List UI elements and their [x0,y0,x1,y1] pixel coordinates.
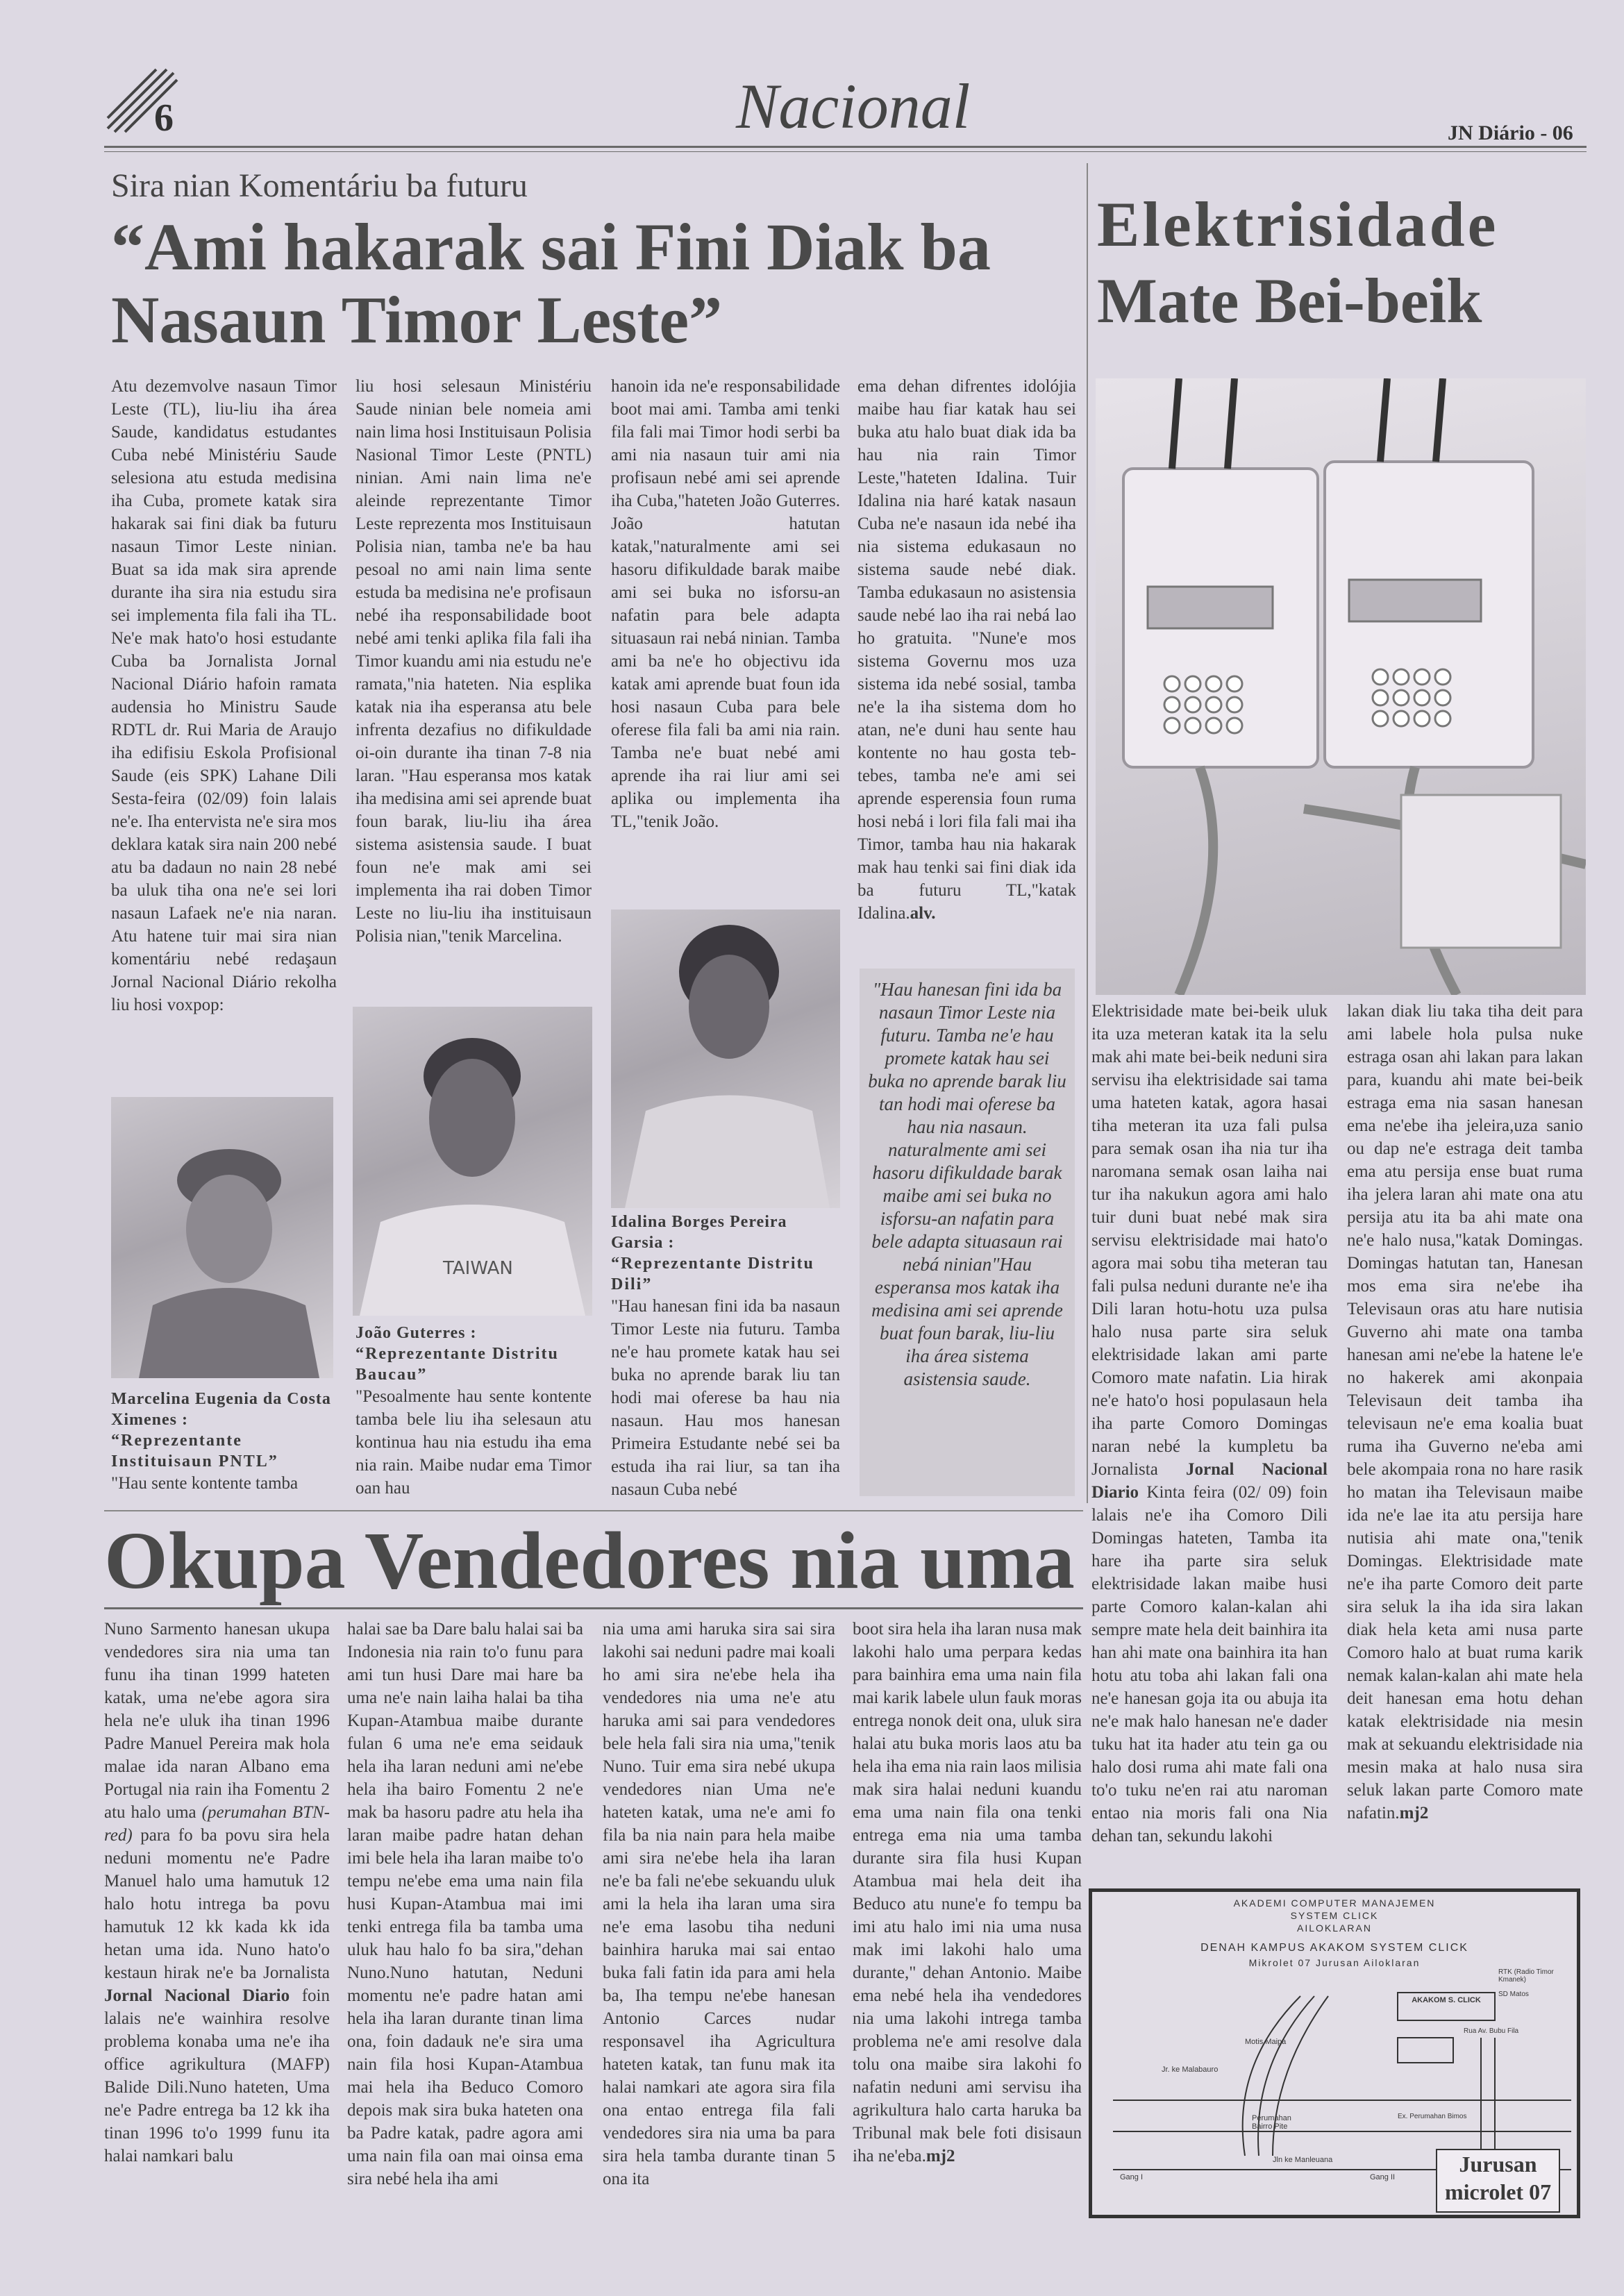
article2-column-2-body: lakan diak liu taka tiha deit para ami labele hola pulsa nuke estraga osan ahi lakan para lakan para, kuandu ahi mate bei-beik estraga ema nia sasan hanesan ema ne'ebe iha jeleira,uza sanio ou dap ne'e estraga deit tamba ema atu persija ense buat ruma iha jelera laran ahi mate ona atu persija atu ita ba ahi mate ona ne'e halo nusa,"katak Domingas. Domingas hatutan tan, Hanesan mos ema sira ne'ebe iha Televisaun oras atu hare nutisia Guverno ahi mate ona tamba hanesan ami ne'ebe la hatene le'e no hakerek ami akonpaia Televisaun deit tamba iha televisaun ne'e ema koalia buat ruma iha Guverno ne'eba ami bele akompaia rona no hare rasik ho matan iha Televisaun maibe ida ne'e lae ita atu persija hare nutisia ahi mate ona,"tenik Domingas. Elektrisidade mate ne'e iha parte Comoro deit parte sira seluk la iha ida sira lakan diak hela keta ami nusa parte Comoro halo at buat ruma karik nemak kalan-kalan ahi mate hela deit hanesan ema hotu dehan katak elektrisidade nia mesin mak at sekuandu elektrisidade nia mesin maka at halo nusa sira seluk lakan parte Comoro mate nafatin. [1347,1002,1583,1822]
article1-column-2: liu hosi selesaun Ministériu Saude ninian bele nomeia ami nain lima hosi Instituisaun Polisia Nasional Timor Leste (PNTL) ninian. Ami nain lima ne'e aleinde reprezentante Timor Leste reprezenta mos Instituisaun Polisia nian, tamba ne'e ba hau pesoal no ami nain lima sente estuda ba medisina ne'e profisaun nebé iha responsabilidade boot nebé ami tenki aplika fila fali iha Timor kuandu ami nia estudu ne'e ramata,"nia hateten. Nia esplika katak nia iha esperansa atu bele infrenta dezafius no difikuldade oi-oin durante iha tinan 7-8 nia laran. "Hau esperansa mos katak iha medisina ami sei aprende buat foun barak, liu-liu iha área sistema asistensia saude. I buat foun ne'e mak ami sei implementa iha rai doben Timor Leste no liu-liu iha instituisaun Polisia nian,"tenik Marcelina. [355,377,592,946]
caption-marcelina-role: “Reprezentante Instituisaun PNTL” [111,1432,278,1470]
article3-column-1-paper: Jornal Nacional Diario [104,1986,290,2005]
map-label-rua: Rua Av. Bubu Fila [1464,2027,1519,2035]
article3-column-4-body: boot sira hela iha laran nusa mak lakohi halo uma perpara kedas para bainhira ema uma nain fila mai karik labele ulun fauk moras entrega nonok deit ona, uluk sira halai atu buka moris laos atu ba hela iha ema nia rain laos milisia mak sira halai neduni kuandu ema uma nain fila ona tenki entrega ema nia uma tamba durante sira fila husi Kupan Atambua mai hela deit iha Beduco atu nune'e fo tempu ba imi atu halo imi nia uma nusa mak imi lakohi halo uma durante," dehan Antonio. Maibe ema nebé hela iha vendedores nia uma lakohi intrega tamba problema ne'e ami resolve dala tolu ona maibe sira lakohi fo nafatin neduni ami servisu iha agrikultura halo carta haruka ba Tribunal mak bele foti disisaun iha ne'eba. [853,1620,1082,2165]
map-label-road1: Jr. ke Malabauro [1162,2065,1219,2074]
article3-column-4 [853,1618,1082,2222]
route-line2: microlet 07 [1444,2179,1552,2204]
article3-column-2: halai sae ba Dare balu halai sai ba Indonesia nia rain to'o funu para ami tun husi Dare mai hare ba uma ne'e nain laiha halai ba tiha Kupan-Atambua maibe durante fulan 6 uma ne'e ema seidauk hela iha laran neduni ami ne'ebe hela iha bairo Fomentu 2 ne'e mak ba hasoru padre atu hela iha laran maibe padre hatan dehan imi bele hela iha laran maibe to'o tempu ne'ebe ema uma nain fila husi Kupan-Atambua mai imi tenki entrega fila ba tamba uma uluk hau halo fo ba sira,"dehan Nuno.Nuno hatutan, Neduni momentu ne'e padre hatan ami hela iha laran durante tinan lima ona, foin dadauk ne'e sira uma nain fila hosi Kupan-Atambua mai hela iha Beduco Comoro depois mak sira buka hateten ona ba Padre katak, padre agora ami uma nain fila oan mai oinsa ema sira nebé hela iha ami [347,1620,583,2188]
article1-headline-line2: Nasaun Timor Leste” [111,283,723,357]
article2-column-2 [1347,1000,1583,1882]
ad-title-line5: Mikrolet 07 Jurusan Ailoklaran [1248,1957,1421,1968]
person-silhouette-icon [353,1007,592,1316]
article1-headline-line1: “Ami hakarak sai Fini Diak ba [111,210,991,284]
article1-kicker: Sira nian Komentáriu ba futuru [111,167,528,204]
ad-title-line3: AILOKLARAN [1297,1922,1372,1934]
article2-column-1-paper: Jornal Nacional Diario [1091,1460,1328,1502]
caption-idalina-quote: "Hau hanesan fini ida ba nasaun Timor Leste nia futuru. Tamba ne'e hau promete katak hau sei buka no aprende barak liu tan hodi mai oferese ba hau nia nasaun. Hau mos hanesan Primeira Estudante nebé sei ba estuda iha rai liur, sa tan iha nasaun Cuba nebé [611,1297,840,1499]
article1-column-4 [857,375,1076,958]
header-rule [104,146,1587,148]
issue-label: JN Diário - 06 [1448,121,1573,144]
caption-joao-name: João Guterres : [355,1324,477,1342]
caption-marcelina [111,1389,340,1495]
header-rule-thin [104,151,1587,152]
article2-column-1 [1091,1000,1328,1882]
article2-column-2-sign: mj2 [1399,1804,1429,1822]
ad-title-line1: AKADEMI COMPUTER MANAJEMEN [1233,1897,1436,1909]
map-label-gang1: Gang I [1120,2173,1144,2181]
section-title: Nacional [736,71,971,142]
article3-column-1-body: Nuno Sarmento hanesan ukupa vendedores sira nia uma tan funu iha tinan 1999 hateten katak, uma ne'ebe agora sira hela ne'e uluk iha tinan 1996 Padre Manuel Pereira mak hola malae ida naran Albano ema Portugal nia rain iha Fomentu 2 atu halo uma [104,1620,330,1822]
caption-marcelina-quote: "Hau sente kontente tamba [111,1474,299,1493]
map-label-akakom: AKAKOM S. CLICK [1412,1996,1481,2004]
article2-column-1-body-b: Kinta feira (02/ 09) foin lalais ne'e iha Comoro Dili Domingas hateten, Tamba ita hare iha parte sira seluk elektrisidade lakan maibe husi parte Comoro kalan-kalan ahi sempre mate hela deit bainhira ita han ahi mate ona bainhira ita han hotu atu toba ahi lakan fali ona ne'e hanesan goja ita ou abuja ita ne'e mak halo hanesan ne'e dader tuku hat ita hader atu tein ga ou halo dosi ruma ahi mate fali ona to'o tuku ne'en rai atu naroman entao nia moris fali ona Nia dehan tan, sekundu lakohi [1091,1483,1328,1845]
route-box [1436,2149,1560,2213]
caption-marcelina-name: Marcelina Eugenia da Costa Ximenes : [111,1390,331,1429]
article1-column-3: hanoin ida ne'e responsabilidade boot mai ami. Tamba ami tenki fila fali mai Timor hodi serbi ba ami nia nasaun tuir ami nia profisaun nebé ami sei aprende iha Cuba,"hateten João Guterres. João hatutan katak,"naturalmente ami sei hasoru difikuldade barak maibe ami sei buka no isforsu-an nafatin para bele adapta situasaun rai nebá ninian. Tamba ami ba ne'e ho objectivu ida katak ami aprende buat foun ida hosi nasaun Cuba para bele oferese fila fali ba ami nia rain. Tamba ne'e buat nebé ami aprende iha rai liur ami sei aplika ou implementa iha TL,"tenik João. [611,377,840,831]
person-silhouette-icon [111,1097,333,1378]
article1-column-4-body: ema dehan difrentes idolójia maibe hau fiar katak hau sei buka atu halo buat diak ida ba hau nia rain Timor Leste,"hateten Idalina. Tuir Idalina nia haré katak nasaun Cuba ne'e nasaun ida nebé iha nia sistema edukasaun no sistema saude nebé diak. Tamba edukasaun no asistensia saude nebé lao iha rai nebá lao ho gratuita. "Nune'e mos sistema Governu mos uza sistema ida nebé sosial, tamba ne'e la iha sistema dom ho atan, ne'e duni hau sente hau kontente no hau gosta teb-tebes, tamba ne'e ami sei aprende esperensia foun ruma hosi nebá i lori fila fali mai iha Timor, tamba hau nia hakarak mak hau tenki sai fini diak ida ba futuru TL,"katak Idalina. [857,377,1076,923]
article3-headline-rule [104,1607,1083,1609]
article2-column-1-body: Elektrisidade mate bei-beik uluk ita uza meteran katak ita la selu mak ahi mate bei-beik neduni sira servisu iha elektrisidade sai tama uma hateten katak, agora hasai tiha meteran ita uza fali pulsa para semak osan iha nia tur iha naromana semak osan laiha nai tur iha nakukun agora ami halo tuir duni buat nebé mak sira servisu elektrisidade mai hato'o agora mai sobu tiha meteran tau fali pulsa neduni durante ne'e iha Dili laran hotu-hotu uza pulsa halo nusa parte sira seluk elektrisidade lakan ami parte Comoro mate nafatin. Lia hirak ne'e hato'o hosi populasaun hela iha parte Comoro Domingas naran nebé la kumpletu ba Jornalista [1091,1002,1328,1479]
article2-headline-line2: Mate Bei-beik [1097,265,1482,336]
article1-column-1: Atu dezemvolve nasaun Timor Leste (TL), liu-liu iha área Saude, kandidatus estudantes Cuba nebé Ministériu Saude selesiona atu estuda medisina iha Cuba, promete katak sira hakarak sai fini diak ba futuru nasaun Timor Leste ninian. Buat sa ida mak sira aprende durante iha sira nia estudu sira sei implementa fila fali iha TL. Ne'e mak hato'o hosi estudante Cuba ba Jornalista Jornal Nacional Diário hafoin ramata audensia ho Ministru Saude RDTL dr. Rui Maria de Araujo iha edifisiu Eskola Profisional Saude (eis SPK) Lahane Dili Sesta-feira (02/09) foin lalais ne'e. Iha entervista ne'e sira mos deklara katak sira nain 200 nebé atu ba dadaun no nain 28 nebé ba uluk tiha ona ne'e sei lori nasaun Lafaek ne'e nia naran. Atu hatene tuir mai sira nian komentáriu nebé redaşaun Jornal Nacional Diário rekolha liu hosi voxpop: [111,377,337,1014]
map-label-sd: SD Matos [1498,1991,1529,1998]
map-label-road4: Jln ke Manleuana [1273,2156,1333,2164]
article2-headline-line1: Elektrisidade [1097,189,1499,260]
route-line1: Jurusan [1459,2152,1537,2177]
photo-marcelina [111,1097,333,1378]
ad-title-line4: DENAH KAMPUS AKAKOM SYSTEM CLICK [1200,1942,1468,1954]
caption-idalina-role: “Reprezentante Distritu Dili” [611,1255,814,1293]
caption-joao [355,1323,592,1500]
electric-meter-icon [1096,378,1586,995]
article3-column-1 [104,1618,330,2222]
map-label-ex: Ex. Perumahan Bimos [1398,2113,1467,2120]
photo-idalina [611,910,840,1208]
caption-idalina-name: Idalina Borges Pereira Garsia : [611,1213,787,1252]
article3-top-rule [104,1510,1083,1511]
column-divider [1087,163,1088,1503]
page-number: 6 [154,97,174,140]
person-silhouette-icon [611,910,840,1208]
map-label-road2: Motis Maipa [1245,2038,1287,2046]
article3-column-4-sign: mj2 [926,2147,955,2165]
article3-column-1-body-c: foin lalais ne'e wainhira resolve problema konaba uma ne'e iha office agrikultura (MAFP) Balide Dili.Nuno hateten, Uma ne'e Padre entrega ba 12 kk iha tinan 1996 to'o 1999 funu ita halai namkari balu [104,1986,330,2165]
photo-joao [353,1007,592,1316]
electricity-meter-photo [1096,378,1586,995]
pull-quote: "Hau hanesan fini ida ba nasaun Timor Leste nia futuru. Tamba ne'e hau promete katak hau sei buka no aprende barak liu tan hodi mai oferese ba hau nia nasaun. naturalmente ami sei hasoru difikuldade barak maibe ami sei buka no isforsu-an nafatin para bele adapta situasaun rai nebá ninian"Hau esperansa mos katak iha medisina ami sei aprende buat foun barak, liu-liu iha área sistema asistensia saude. [860,969,1075,1496]
map-label-road3: Perumahan Bairro Pite [1252,2114,1291,2131]
article3-column-1-italic: (perumahan BTN-red) [104,1803,330,1845]
article3-headline: Okupa Vendedores nia uma [104,1515,1075,1606]
caption-joao-quote: "Pesoalmente hau sente kontente tamba bele liu iha selesaun atu kontinua hau nia estudu iha ema nia rain. Maibe nudar ema Timor oan hau [355,1387,592,1498]
map-label-rtk: RTK (Radio Timor Kmanek) [1498,1968,1554,1984]
article3-column-1-body-b: para fo ba povu sira hela neduni momentu ne'e Padre Manuel halo uma hamutuk 12 halo hotu intrega ba povu hamutuk 12 kk kada kk ida hetan uma ida. Nuno hato'o kestaun hirak ne'e ba Jornalista [104,1826,330,1982]
map-label-gang2: Gang II [1370,2173,1396,2181]
caption-joao-role: “Reprezentante Distritu Baucau” [355,1345,559,1384]
article3-column-3: nia uma ami haruka sira sai sira lakohi sai neduni padre mai koali ho ami sira ne'ebe hela iha vendedores nia uma ne'e atu haruka ami sai para vendedores bele hela fali sira nia uma,"tenik Nuno. Tuir ema sira nebé ukupa vendedores nian Uma ne'e hateten katak, uma ne'e ami fo fila ba nia nain para hela maibe ami sira ne'ebe hela iha laran ne'e ba fali ne'ebe sekuandu uluk ami la hela iha laran uma sira ne'e ema lasobu tiha neduni bainhira haruka mai sai entao buka fali fatin ida para ami hela ba, Iha tempu ne'ebe hanesan Antonio Carces nudar responsavel iha Agricultura hateten katak, tan funu mak ita halai namkari ate agora sira fila ona entao entrega fila fali vendedores sira nia uma ba para sira hela tamba durante tinan 5 ona ita [603,1620,835,2188]
caption-idalina [611,1212,840,1501]
ad-title-line2: SYSTEM CLICK [1290,1910,1379,1921]
article1-column-4-sign: alv. [910,904,936,923]
svg-text:TAIWAN: TAIWAN [443,1258,513,1279]
akakom-map-ad [1089,1888,1580,2218]
